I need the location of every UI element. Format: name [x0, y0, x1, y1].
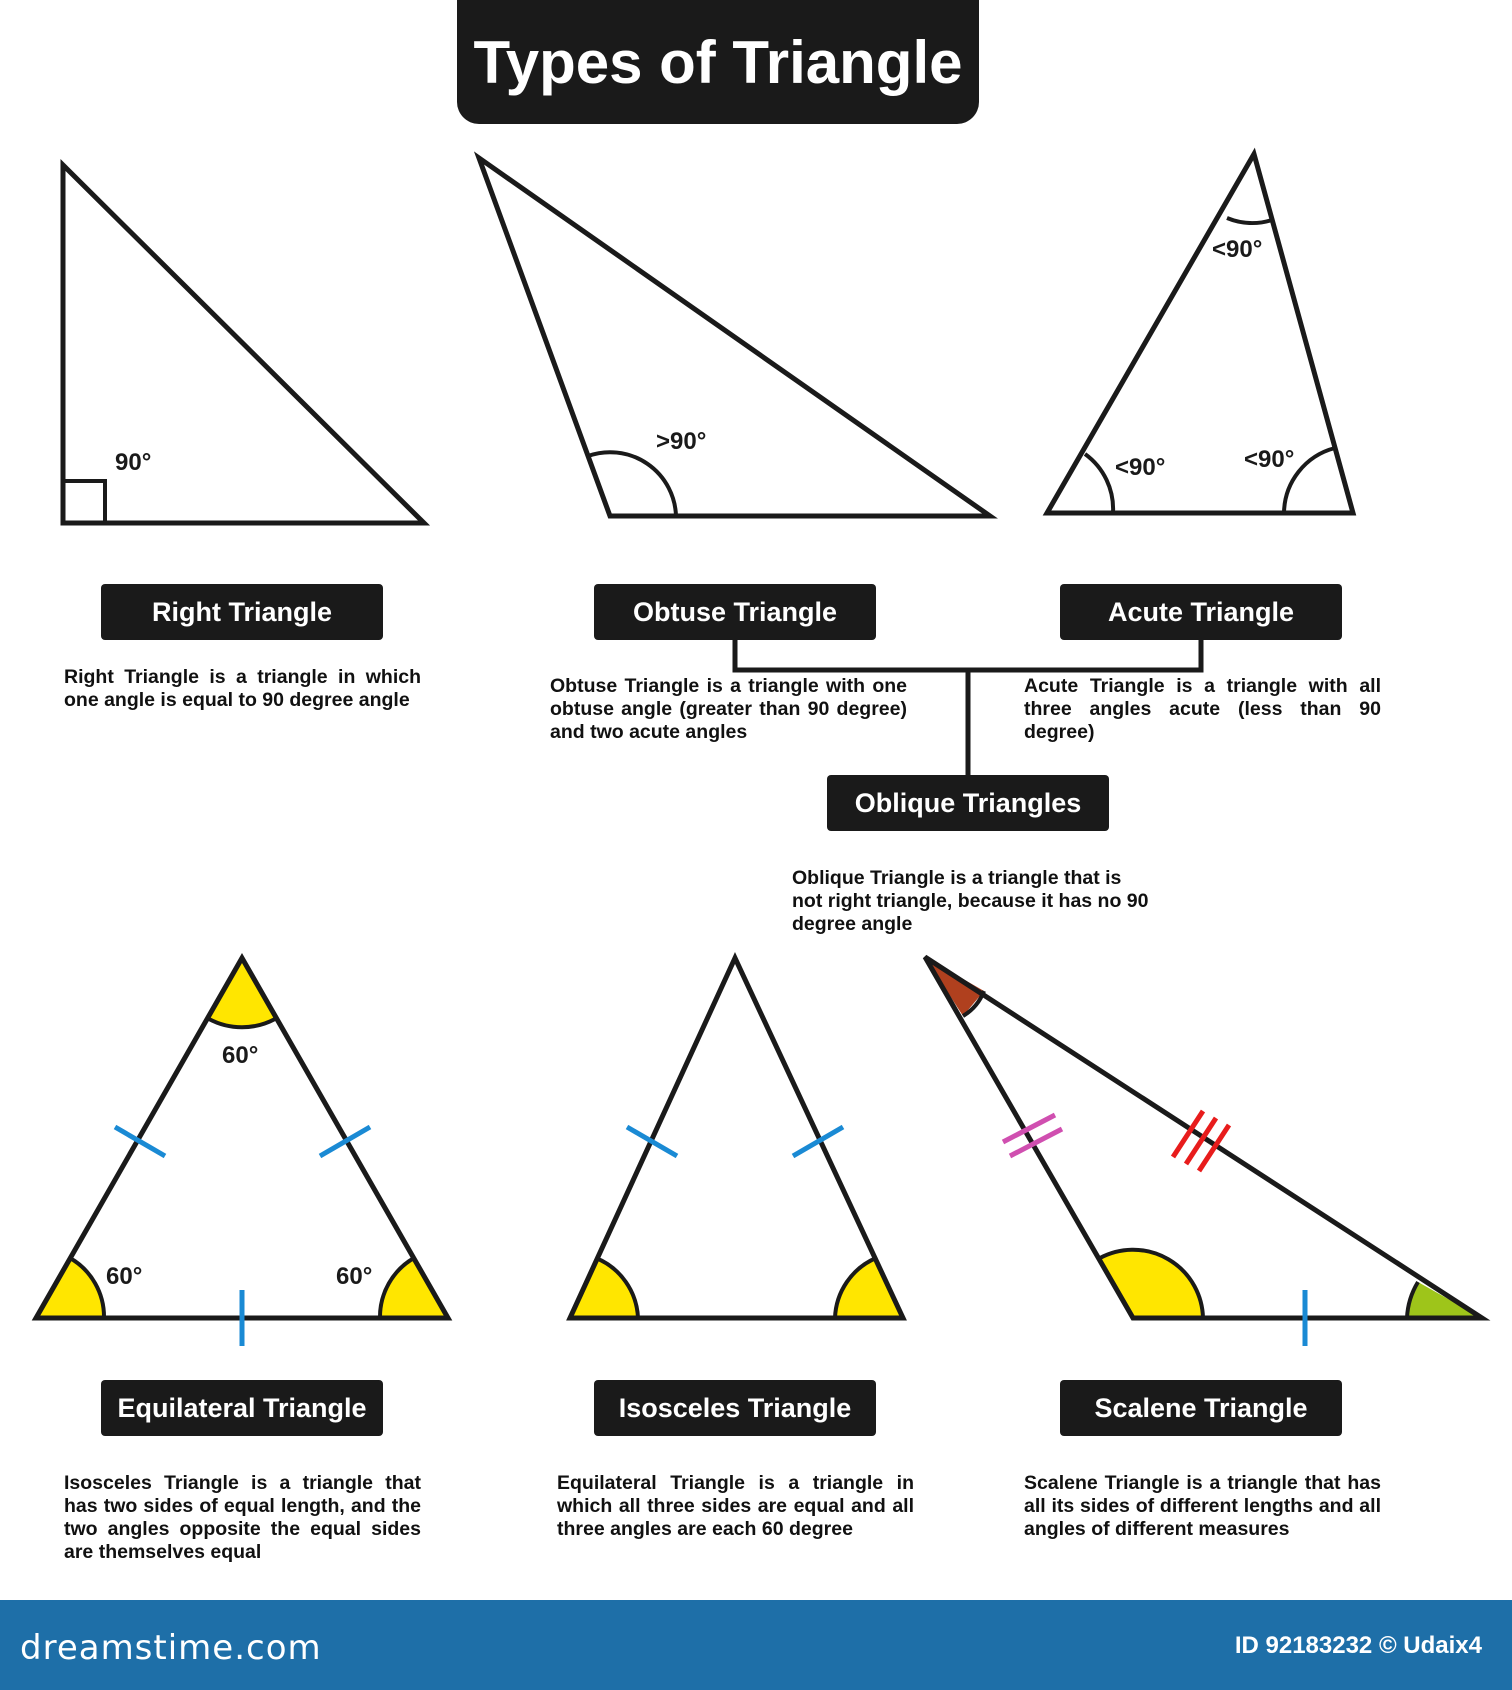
desc-acute-triangle: Acute Triangle is a triangle with all three angles acute (less than 90 degree) [1024, 675, 1381, 743]
obtuse-angle-label: >90° [656, 428, 707, 455]
right-angle-label: 90° [115, 449, 152, 476]
desc-scalene-triangle: Scalene Triangle is a triangle that has all its sides of different lengths and all angles of different measures [1024, 1472, 1381, 1540]
equi-right-fill [380, 1258, 448, 1318]
footer-bar [0, 1600, 1512, 1690]
right-triangle-figure [63, 165, 424, 523]
scalene-triangle-figure [925, 957, 1482, 1346]
footer-logo: dreamstime.com [20, 1628, 322, 1668]
equi-right-tick [320, 1127, 370, 1156]
obtuse-triangle-figure [479, 158, 990, 516]
desc-obtuse-triangle: Obtuse Triangle is a triangle with one obtuse angle (greater than 90 degree) and two acute angles [550, 675, 907, 743]
scalene-hyp-tick-3 [1199, 1125, 1229, 1171]
right-angle-marker [63, 481, 105, 523]
acute-triangle-figure [1047, 154, 1353, 513]
desc-equilateral-triangle: Isosceles Triangle is a triangle that has two sides of equal length, and the two angles opposite the equal sides are themselves equal [64, 1472, 421, 1563]
acute-left-label: <90° [1115, 454, 1166, 481]
label-scalene-triangle: Scalene Triangle [1060, 1380, 1342, 1436]
desc-isosceles-triangle: Equilateral Triangle is a triangle in which all three sides are equal and all three angles are each 60 degree [557, 1472, 914, 1540]
label-acute-triangle: Acute Triangle [1060, 584, 1342, 640]
acute-top-arc [1227, 218, 1272, 223]
footer-image-id: ID 92183232 © Udaix4 [1234, 1632, 1482, 1659]
label-obtuse-triangle: Obtuse Triangle [594, 584, 876, 640]
desc-oblique-triangles: Oblique Triangle is a triangle that is not right triangle, because it has no 90 degree angle [792, 867, 1149, 935]
acute-left-arc [1085, 454, 1113, 513]
connector-bracket [735, 640, 1201, 670]
equi-left-fill [36, 1258, 104, 1318]
obtuse-triangle [479, 158, 990, 516]
equi-top-label: 60° [222, 1042, 259, 1069]
iso-left-tick [627, 1127, 677, 1156]
desc-right-triangle: Right Triangle is a triangle in which one angle is equal to 90 degree angle [64, 666, 421, 711]
acute-top-label: <90° [1212, 236, 1263, 263]
isosceles-triangle [570, 958, 903, 1318]
equi-left-label: 60° [106, 1263, 143, 1290]
equi-top-fill [209, 958, 275, 1027]
obtuse-angle-arc [588, 452, 676, 516]
label-right-triangle: Right Triangle [101, 584, 383, 640]
label-oblique-triangles: Oblique Triangles [827, 775, 1109, 831]
page-title: Types of Triangle [473, 28, 963, 96]
equi-right-label: 60° [336, 1263, 373, 1290]
isosceles-triangle-figure [570, 958, 903, 1318]
equilateral-triangle-figure [36, 958, 448, 1346]
acute-right-label: <90° [1244, 446, 1295, 473]
label-isosceles-triangle: Isosceles Triangle [594, 1380, 876, 1436]
label-equilateral-triangle: Equilateral Triangle [101, 1380, 383, 1436]
